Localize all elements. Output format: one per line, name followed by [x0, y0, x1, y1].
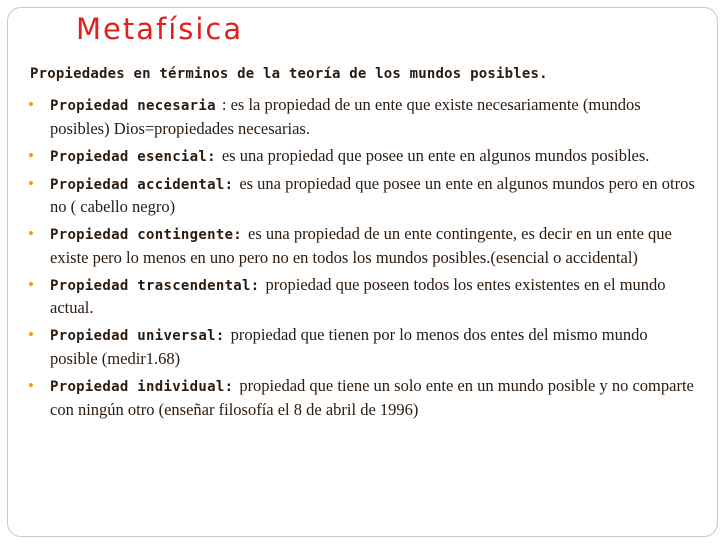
term-label: Propiedad esencial:: [50, 148, 216, 165]
term-label: Propiedad universal:: [50, 328, 225, 345]
bullet-icon: •: [28, 224, 34, 244]
term-label: Propiedad contingente:: [50, 227, 243, 244]
bullet-icon: •: [28, 145, 34, 165]
term-label: Propiedad necesaria: [50, 98, 216, 114]
definition-text: es una propiedad que posee un ente en algunos mundos pero en otros no ( cabello negro): [50, 173, 695, 217]
list-item: [28, 94, 696, 140]
bullet-icon: •: [28, 95, 34, 114]
list-item: [28, 375, 696, 421]
term-label: Propiedad individual:: [50, 379, 234, 396]
slide-title: Metafísica: [76, 12, 244, 46]
list-item: [28, 274, 696, 320]
bullet-icon: •: [28, 325, 34, 345]
list-item: [28, 173, 696, 219]
term-label: Propiedad accidental:: [50, 176, 234, 193]
list-item: [28, 145, 696, 169]
list-item: [28, 324, 696, 370]
definition-text: es una propiedad que posee un ente en algunos mundos posibles.: [221, 145, 650, 165]
term-label: Propiedad trascendental:: [50, 277, 260, 294]
bullet-icon: •: [28, 274, 34, 294]
subheading: Propiedades en términos de la teoría de los mundos posibles.: [30, 66, 548, 82]
bullet-icon: •: [28, 173, 34, 193]
definition-text: es una propiedad de un ente contingente, es decir en un ente que existe pero lo menos en uno pero no en todos los mundos posibles.(esencial o accidental): [50, 224, 672, 267]
properties-list: [28, 94, 696, 426]
list-item: [28, 223, 696, 269]
definition-text: propiedad que tienen por lo menos dos entes del mismo mundo posible (medir1.68): [50, 325, 648, 368]
definition-text: : es la propiedad de un ente que existe necesariamente (mundos posibles) Dios=propiedades necesarias.: [50, 95, 641, 138]
definition-text: propiedad que poseen todos los entes existentes en el mundo actual.: [50, 274, 666, 318]
definition-text: propiedad que tiene un solo ente en un mundo posible y no comparte con ningún otro (enseñar filosofía el 8 de abril de 1996): [50, 376, 694, 419]
bullet-icon: •: [28, 376, 34, 396]
